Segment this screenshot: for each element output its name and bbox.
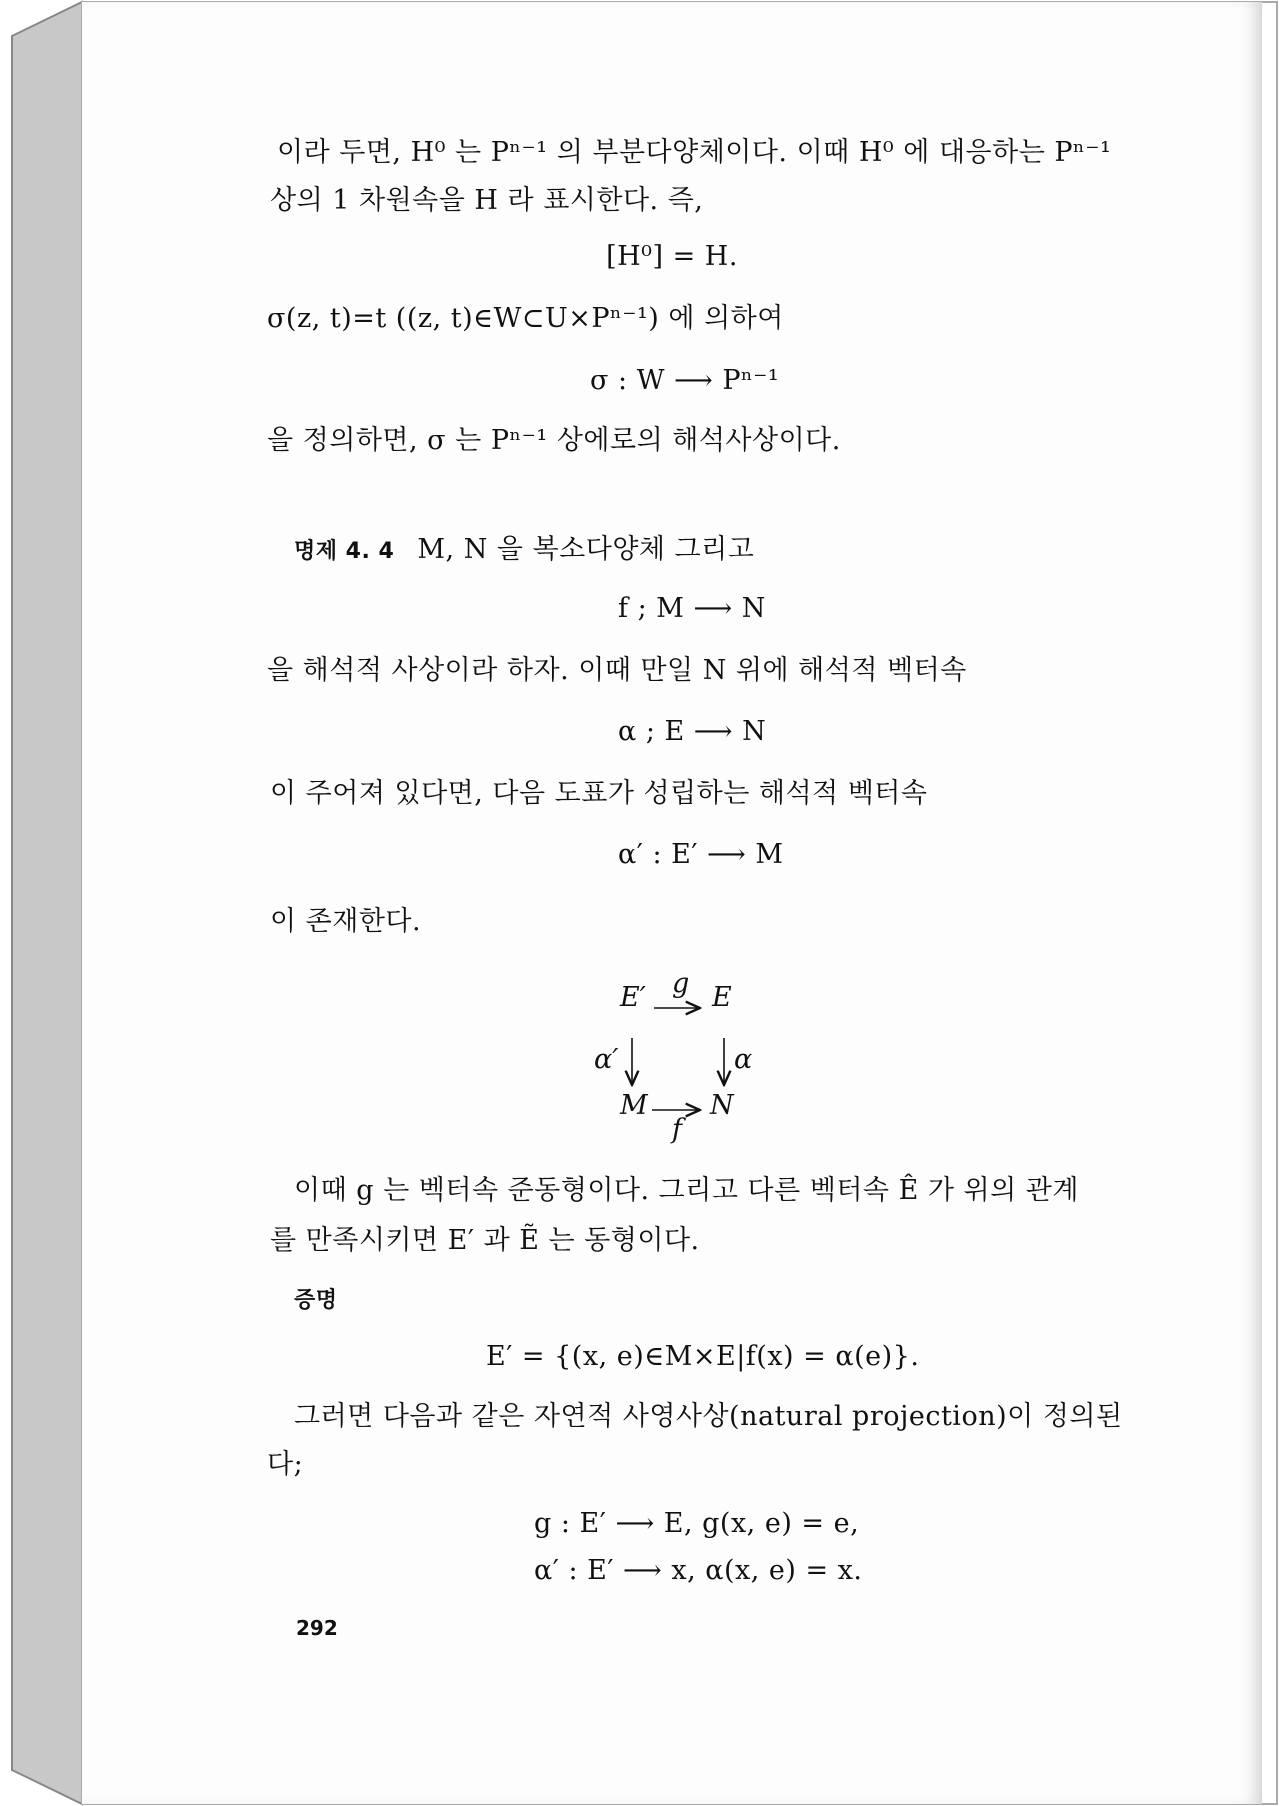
text-line-6: 이 주어져 있다면, 다음 도표가 성립하는 해석적 벡터속 bbox=[270, 778, 928, 809]
proposition-label: 명제 4. 4 bbox=[294, 539, 395, 564]
text-line-3: σ(z, t)=t ((z, t)∈W⊂U×Pⁿ⁻¹) 에 의하여 bbox=[267, 303, 784, 334]
equation-4: α ; E ⟶ N bbox=[618, 716, 767, 747]
equation-8: α′ : E′ ⟶ x, α(x, e) = x. bbox=[534, 1555, 863, 1586]
equation-3: f ; M ⟶ N bbox=[618, 593, 766, 624]
proposition-text: M, N 을 복소다양체 그리고 bbox=[417, 534, 755, 565]
diagram-top-arrow-label: g bbox=[672, 968, 690, 999]
text-line-2: 상의 1 차원속을 H 라 표시한다. 즉, bbox=[270, 185, 704, 216]
text-line-11: 다; bbox=[267, 1449, 304, 1480]
text-line-10: 그러면 다음과 같은 자연적 사영사상(natural projection)이 정의된 bbox=[294, 1401, 1123, 1432]
diagram-bottom-left: M bbox=[620, 1090, 648, 1121]
text-line-9: 를 만족시키면 E′ 과 Ẽ 는 동형이다. bbox=[270, 1225, 700, 1256]
text-line-7: 이 존재한다. bbox=[270, 906, 422, 937]
text-line-5: 을 해석적 사상이라 하자. 이때 만일 N 위에 해석적 벡터속 bbox=[267, 655, 967, 686]
commutative-diagram bbox=[582, 962, 882, 1145]
proof-label bbox=[294, 1282, 338, 1318]
equation-1: [H⁰] = H. bbox=[606, 241, 738, 272]
equation-7: g : E′ ⟶ E, g(x, e) = e, bbox=[534, 1508, 860, 1539]
diagram-top-left: E′ bbox=[620, 982, 646, 1013]
text-line-4: 을 정의하면, σ 는 Pⁿ⁻¹ 상에로의 해석사상이다. bbox=[267, 425, 841, 456]
diagram-left-arrow-label: α′ bbox=[594, 1044, 619, 1075]
diagram-bottom-arrow-label: f bbox=[672, 1114, 682, 1145]
equation-2: σ : W ⟶ Pⁿ⁻¹ bbox=[590, 365, 780, 396]
text-line-1: 이라 두면, H⁰ 는 Pⁿ⁻¹ 의 부분다양체이다. 이때 H⁰ 에 대응하는 Pⁿ⁻¹ bbox=[277, 137, 1112, 168]
diagram-top-right: E bbox=[712, 982, 732, 1013]
book-page bbox=[82, 2, 1262, 1804]
diagram-right-arrow-label: α bbox=[734, 1044, 753, 1075]
diagram-bottom-right: N bbox=[710, 1090, 734, 1121]
text-line-8: 이때 g 는 벡터속 준동형이다. 그리고 다른 벡터속 Ê 가 위의 관계 bbox=[294, 1175, 1079, 1206]
page-number: 292 bbox=[296, 1616, 338, 1640]
equation-5: α′ : E′ ⟶ M bbox=[618, 839, 784, 870]
equation-6: E′ = {(x, e)∈M×E|f(x) = α(e)}. bbox=[486, 1341, 920, 1372]
proposition-heading bbox=[294, 533, 754, 569]
proof-heading: 증명 bbox=[294, 1288, 338, 1313]
